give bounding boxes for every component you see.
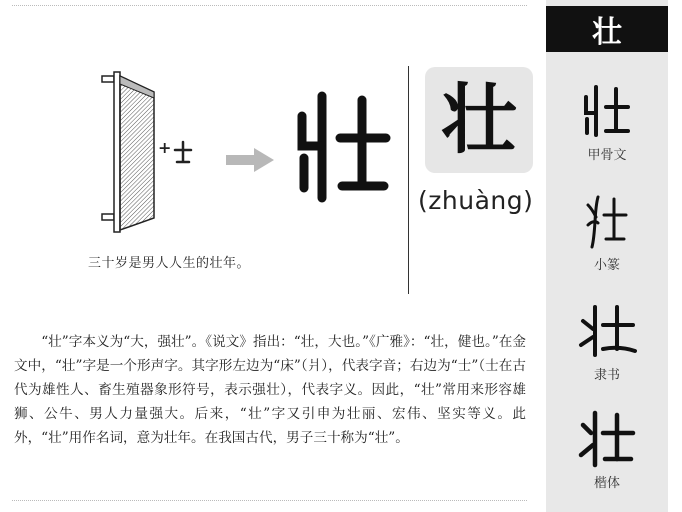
arrow-right-icon [226, 148, 274, 172]
script-item-clerical [546, 300, 668, 383]
oracle-bone-zhuang-icon [546, 80, 668, 142]
script-item-regular [546, 408, 668, 491]
bronze-zhuang-glyph [292, 88, 392, 208]
clerical-zhuang-icon [546, 300, 668, 362]
bed-pictograph-illustration [92, 68, 162, 238]
regular-zhuang-icon [546, 408, 668, 470]
script-label-oracle: 甲骨文 [587, 148, 627, 163]
script-item-seal [546, 190, 668, 273]
shi-small-glyph [172, 140, 194, 166]
character-box [425, 67, 533, 173]
main-character: 壮 [441, 75, 517, 164]
pinyin: (zhuàng) [418, 186, 534, 215]
vertical-divider [408, 66, 409, 294]
illustration-caption: 三十岁是男人人生的壮年。 [88, 256, 251, 271]
description-paragraph: “壮”字本义为“大，强壮”。《说文》指出：“壮，大也。”《广雅》：“壮，健也。”在金文中，“壮”字是一个形声字。其字形左边为“床”（爿），代表字音；右边为“士”（士在古代为雄性人、畜生殖器象形符号，表示强壮），代表字义。因此，“壮”常用来形容雄狮、公牛、男人力量强大。后来，“壮”字又引申为壮丽、宏伟、坚实等义。此外，“壮”用作名词，意为壮年。在我国古代，男子三十称为“壮”。 [14, 334, 526, 446]
script-label-seal: 小篆 [593, 258, 620, 273]
plus-sign: + [158, 138, 172, 157]
script-sidebar [546, 0, 668, 512]
script-label-regular: 楷体 [593, 476, 620, 491]
script-label-clerical: 隶书 [593, 368, 620, 383]
small-seal-zhuang-icon [546, 190, 668, 252]
script-item-oracle [546, 80, 668, 163]
bottom-dotted-divider [12, 500, 527, 501]
top-dotted-divider [12, 5, 527, 6]
sidebar-title: 壮 [546, 6, 668, 52]
